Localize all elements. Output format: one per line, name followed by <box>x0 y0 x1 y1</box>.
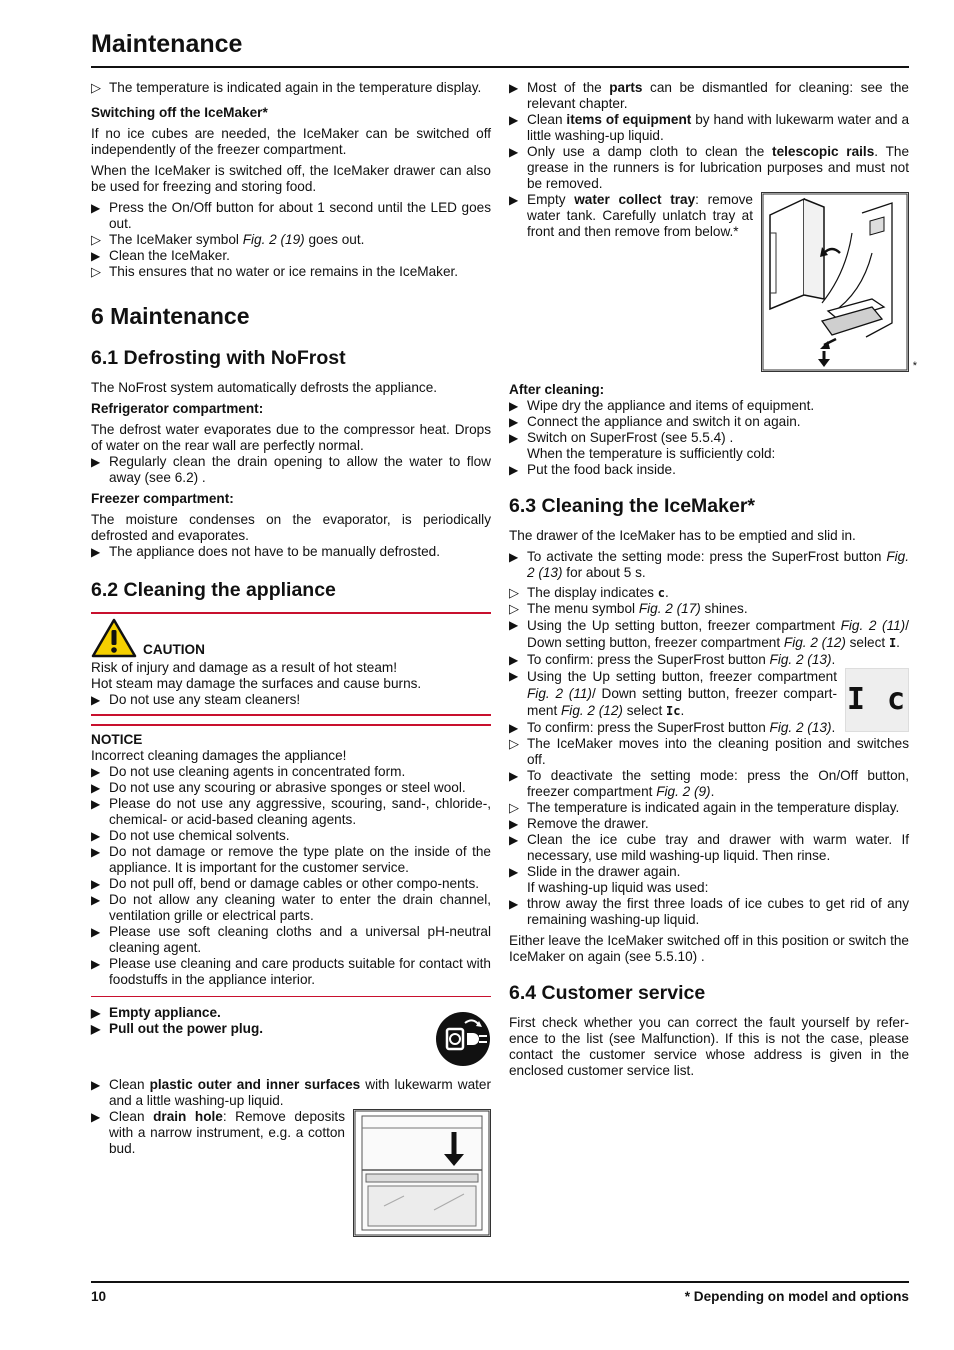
display-symbol: I <box>888 636 897 650</box>
subheading: After cleaning: <box>509 382 605 397</box>
step-arrow-icon: ▶ <box>91 829 101 843</box>
notice-box <box>91 724 491 988</box>
list-item: ▶ Do not use chemical solvents. <box>91 828 290 843</box>
list-item: ▶ Clean the IceMaker. <box>91 248 230 263</box>
page-number: 10 <box>91 1289 107 1304</box>
list-item: ▶ Using the Up setting button, freezer compartment Fig. 2 (11)/ Down setting button, freezer compartment Fig. 2 (12) select I. <box>509 618 909 650</box>
list-item: ▷ The IceMaker moves into the cleaning position and switches off. <box>509 736 909 767</box>
list-item: ▶ Wipe dry the appliance and items of equipment. <box>509 398 815 413</box>
step-arrow-icon: ▶ <box>91 957 101 971</box>
right-column <box>509 80 917 1084</box>
list-item: ▶ Please do not use any aggressive, scouring, sand-, chloride-, chemical- or acid-based cleaning agents. <box>91 796 491 827</box>
section-title-6-3: 6.3 Cleaning the IceMaker* <box>509 495 756 517</box>
list-item: ▶ Please use soft cleaning cloths and a universal pH-neutral cleaning agent. <box>91 924 491 955</box>
subheading: Freezer compartment: <box>91 491 234 506</box>
step-arrow-icon: ▶ <box>91 1078 101 1092</box>
figure-reference: Fig. 2 (19) <box>242 232 305 247</box>
step-arrow-icon: ▶ <box>509 721 519 735</box>
list-item: ▶ Empty appliance. <box>91 1005 221 1020</box>
result-arrow-icon: ▷ <box>91 264 101 279</box>
footer-rule <box>91 1281 909 1283</box>
list-item: ▷ The IceMaker symbol Fig. 2 (19) goes out. <box>91 232 365 247</box>
list-item: ▶ Remove the drawer. <box>509 816 649 831</box>
result-arrow-icon: ▷ <box>509 585 519 600</box>
step-arrow-icon: ▶ <box>509 399 519 413</box>
list-item: ▶ Press the On/Off button for about 1 second until the LED goes out. <box>91 200 491 231</box>
left-column <box>91 80 491 1237</box>
step-arrow-icon: ▶ <box>509 897 519 911</box>
step-arrow-icon: ▶ <box>509 415 519 429</box>
list-item: ▶ Only use a damp cloth to clean the telescopic rails. The grease in the runners is for lubrication purposes and must not be removed. <box>509 144 910 191</box>
list-item: ▶ Pull out the power plug. <box>91 1021 264 1036</box>
list-item: ▶ Connect the appliance and switch it on again. <box>509 414 801 429</box>
list-item: ▶ Switch on SuperFrost (see 5.5.4) . <box>509 430 734 445</box>
page-title: Maintenance <box>91 30 243 58</box>
paragraph: The drawer of the IceMaker has to be emptied and slid in. <box>509 528 856 543</box>
list-item: ▷ The temperature is indicated again in the temperature display. <box>91 80 482 95</box>
caution-text: Risk of injury and damage as a result of hot steam! <box>91 660 398 675</box>
list-item: ▷ The display indicates c. <box>509 585 669 600</box>
list-item: ▶ Put the food back inside. <box>509 462 676 477</box>
list-item: ▶ Do not use cleaning agents in concentrated form. <box>91 764 406 779</box>
result-arrow-icon: ▷ <box>91 80 101 95</box>
header-rule <box>91 66 909 68</box>
step-arrow-icon: ▶ <box>91 845 101 859</box>
display-readout: I c <box>846 682 908 717</box>
step-arrow-icon: ▶ <box>91 925 101 939</box>
list-item: ▶ Please use cleaning and care products suitable for contact with foodstuffs in the appliance interior. <box>91 956 491 987</box>
list-item: ▶ Do not pull off, bend or damage cables or other compo-nents. <box>91 876 480 891</box>
paragraph: First check whether you can correct the fault yourself by refer-ence to the list (see Malfunction). If this is not the case, please contact the customer service whose address is given in the enclosed customer service list. <box>509 1015 909 1078</box>
step-arrow-icon: ▶ <box>509 769 519 783</box>
step-arrow-icon: ▶ <box>509 463 519 477</box>
paragraph: The NoFrost system automatically defrosts the appliance. <box>91 380 438 395</box>
list-item: ▶ Clean drain hole: Remove deposits with a narrow instrument, e.g. a cotton bud. <box>91 1109 345 1156</box>
list-item: ▶ To deactivate the setting mode: press the On/Off button, freezer compartment Fig. 2 (9). <box>509 768 909 799</box>
list-item: ▶ The appliance does not have to be manually defrosted. <box>91 544 441 559</box>
step-arrow-icon: ▶ <box>91 455 101 469</box>
section-title-6-1: 6.1 Defrosting with NoFrost <box>91 347 346 369</box>
list-item: ▶ Clean items of equipment by hand with lukewarm water and a little washing-up liquid. <box>509 112 910 143</box>
paragraph: The defrost water evaporates due to the compressor heat. Drops of water on the rear wall are perfectly normal. <box>91 422 491 453</box>
list-item: ▶ Regularly clean the drain opening to allow the water to flow away (see 6.2) . <box>91 454 491 485</box>
list-item: ▷ This ensures that no water or ice remains in the IceMaker. <box>91 264 459 279</box>
step-arrow-icon: ▶ <box>509 618 519 632</box>
power-steps <box>91 996 491 1065</box>
caution-box <box>91 612 491 716</box>
notice-intro: Incorrect cleaning damages the appliance! <box>91 748 347 763</box>
list-item: ▶ Clean plastic outer and inner surfaces with lukewarm water and a little washing-up liquid. <box>91 1077 492 1108</box>
list-item: ▷ The menu symbol Fig. 2 (17) shines. <box>509 601 748 616</box>
step-arrow-icon: ▶ <box>509 817 519 831</box>
caution-title: CAUTION <box>91 618 491 658</box>
step-arrow-icon: ▶ <box>91 797 101 811</box>
step-arrow-icon: ▶ <box>91 1022 101 1036</box>
list-item: ▶ Do not allow any cleaning water to enter the drain channel, ventilation grille or electrical parts. <box>91 892 491 923</box>
list-item: ▶ Slide in the drawer again. <box>509 864 681 879</box>
list-item: ▶ To confirm: press the SuperFrost button Fig. 2 (13). <box>509 720 836 735</box>
section-title-6-2: 6.2 Cleaning the appliance <box>91 579 336 601</box>
step-arrow-icon: ▶ <box>91 877 101 891</box>
list-item: ▷ The temperature is indicated again in the temperature display. <box>509 800 900 815</box>
step-arrow-icon: ▶ <box>509 833 519 847</box>
step-arrow-icon: ▶ <box>509 865 519 879</box>
paragraph: When the IceMaker is switched off, the IceMaker drawer can also be used for freezing and storing food. <box>91 163 491 194</box>
footer-note: * Depending on model and options <box>684 1289 909 1304</box>
caution-text: Hot steam may damage the surfaces and cause burns. <box>91 676 422 691</box>
continuation-text: When the temperature is sufficiently cold: <box>527 446 776 461</box>
result-arrow-icon: ▷ <box>509 736 519 751</box>
list-item: ▶ Using the Up setting button, freezer compartment Fig. 2 (11)/ Down setting button, freezer compart-ment Fig. 2 (12) select Ic. <box>509 669 837 718</box>
step-arrow-icon: ▶ <box>91 781 101 795</box>
list-item: ▶ Do not use any steam cleaners! <box>91 692 301 707</box>
notice-title: NOTICE <box>91 732 143 747</box>
step-arrow-icon: ▶ <box>91 893 101 907</box>
step-arrow-icon: ▶ <box>509 669 519 683</box>
paragraph: The moisture condenses on the evaporator, is periodically defrosted and evaporates. <box>91 512 491 543</box>
paragraph: If no ice cubes are needed, the IceMaker can be switched off independently of the freezer compartment. <box>91 126 491 157</box>
list-item: ▶ Most of the parts can be dismantled for cleaning: see the relevant chapter. <box>509 80 909 111</box>
list-item: ▶ throw away the first three loads of ice cubes to get rid of any remaining washing-up liquid. <box>509 896 909 927</box>
result-arrow-icon: ▷ <box>509 601 519 616</box>
step-arrow-icon: ▶ <box>509 145 519 159</box>
list-item: ▶ Do not damage or remove the type plate on the inside of the appliance. It is important for the customer service. <box>91 844 491 875</box>
display-symbol: Ic <box>666 704 681 718</box>
section-title-6-4: 6.4 Customer service <box>509 982 706 1004</box>
result-arrow-icon: ▷ <box>91 232 101 247</box>
warning-triangle-icon <box>91 618 137 658</box>
step-arrow-icon: ▶ <box>509 653 519 667</box>
step-arrow-icon: ▶ <box>509 431 519 445</box>
display-symbol: c <box>657 586 665 600</box>
step-arrow-icon: ▶ <box>509 550 519 564</box>
continuation-text: If washing-up liquid was used: <box>527 880 709 895</box>
switch-off-heading: Switching off the IceMaker* <box>91 105 268 120</box>
figure-footnote-mark: * <box>912 360 917 372</box>
chapter-title: 6 Maintenance <box>91 303 250 329</box>
list-item: ▶ Empty water collect tray: remove water tank. Carefully unlatch tray at front and then remove from below.* <box>509 192 753 239</box>
step-arrow-icon: ▶ <box>91 249 101 263</box>
subheading: Refrigerator compartment: <box>91 401 264 416</box>
list-item: ▶ Clean the ice cube tray and drawer with warm water. If necessary, use mild washing-up liquid. Then rinse. <box>509 832 909 863</box>
list-item: ▶ To activate the setting mode: press the SuperFrost button Fig. 2 (13) for about 5 s. <box>509 549 909 580</box>
list-item: ▶ To confirm: press the SuperFrost button Fig. 2 (13). <box>509 652 836 667</box>
step-arrow-icon: ▶ <box>509 113 519 127</box>
step-arrow-icon: ▶ <box>91 201 101 215</box>
step-arrow-icon: ▶ <box>91 1110 101 1124</box>
step-arrow-icon: ▶ <box>509 193 519 207</box>
list-item: ▶ Do not use any scouring or abrasive sponges or steel wool. <box>91 780 466 795</box>
step-arrow-icon: ▶ <box>91 693 101 707</box>
step-arrow-icon: ▶ <box>509 81 519 95</box>
result-arrow-icon: ▷ <box>509 800 519 815</box>
paragraph: Either leave the IceMaker switched off in this position or switch the IceMaker on again (see 5.5.10) . <box>509 933 909 964</box>
step-arrow-icon: ▶ <box>91 545 101 559</box>
step-arrow-icon: ▶ <box>91 1006 101 1020</box>
step-arrow-icon: ▶ <box>91 765 101 779</box>
